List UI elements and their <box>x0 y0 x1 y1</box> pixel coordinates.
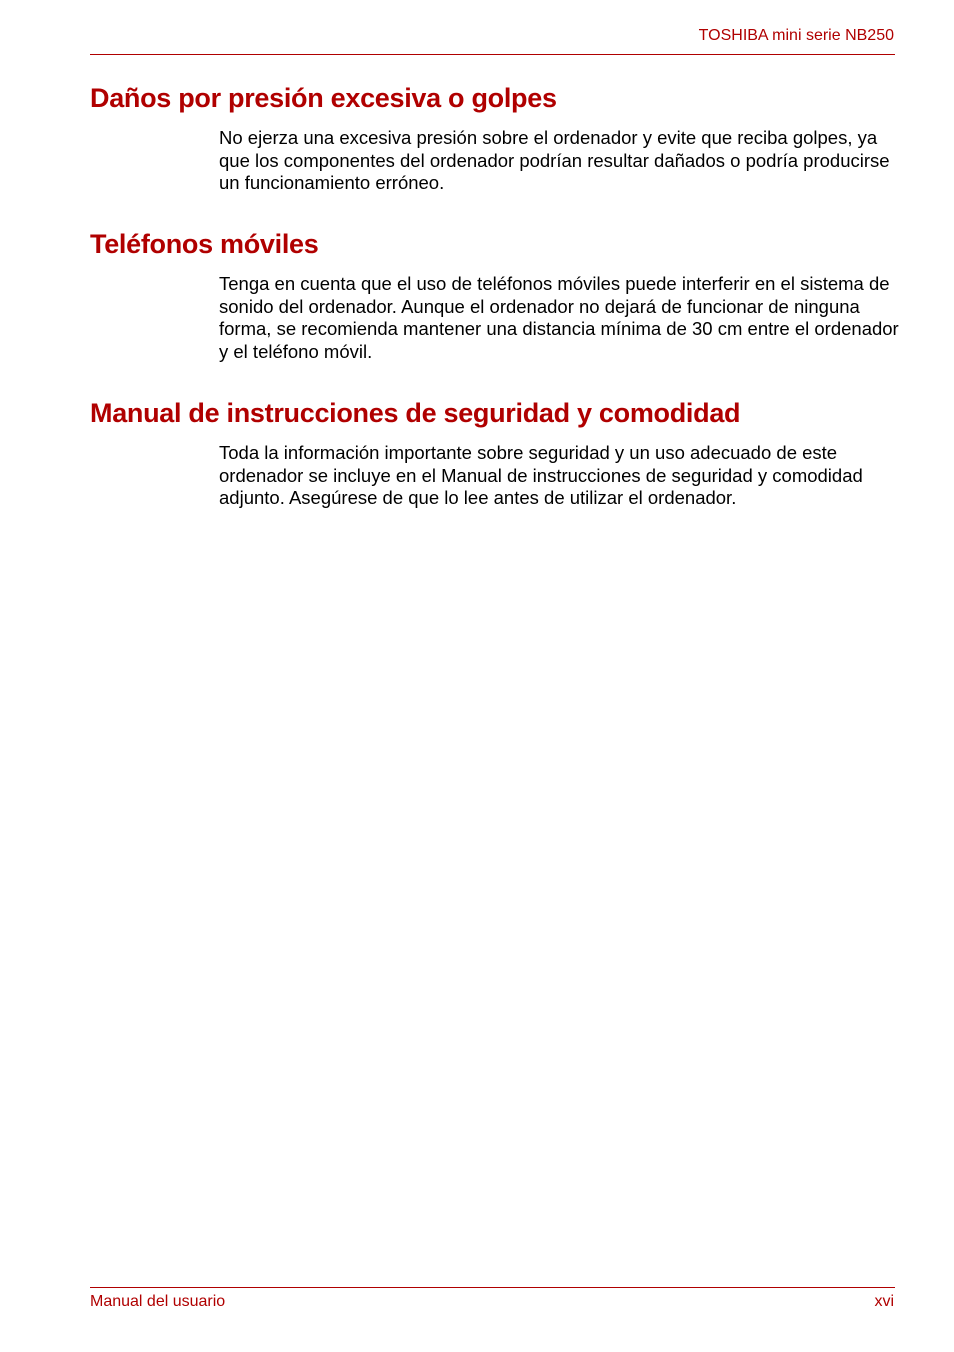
section-title-safety-manual: Manual de instrucciones de seguridad y comodidad <box>90 398 741 428</box>
footer-manual-name: Manual del usuario <box>90 1293 226 1310</box>
section-body-safety-manual: Toda la información importante sobre seguridad y un uso adecuado de este ordenador se incluye en el Manual de instrucciones de seguridad y comodidad adjunto. Asegúrese de que lo lee antes de utilizar el ordenador. <box>219 442 863 509</box>
section-body-pressure-damage: No ejerza una excesiva presión sobre el ordenador y evite que reciba golpes, ya que los componentes del ordenador podrían resultar dañados o podría producirse un funcionamiento erróneo. <box>219 127 890 194</box>
section-title-mobile-phones: Teléfonos móviles <box>90 229 319 259</box>
section-title-pressure-damage: Daños por presión excesiva o golpes <box>90 83 557 113</box>
header-rule <box>90 54 895 55</box>
footer-rule <box>90 1287 895 1288</box>
page-number: xvi <box>874 1293 894 1310</box>
running-header: TOSHIBA mini serie NB250 <box>698 27 894 44</box>
section-body-mobile-phones: Tenga en cuenta que el uso de teléfonos móviles puede interferir en el sistema de sonido del ordenador. Aunque el ordenador no dejará de funcionar de ninguna forma, se recomienda mantener una distancia mínima de 30 cm entre el ordenador y el teléfono móvil. <box>219 273 899 363</box>
